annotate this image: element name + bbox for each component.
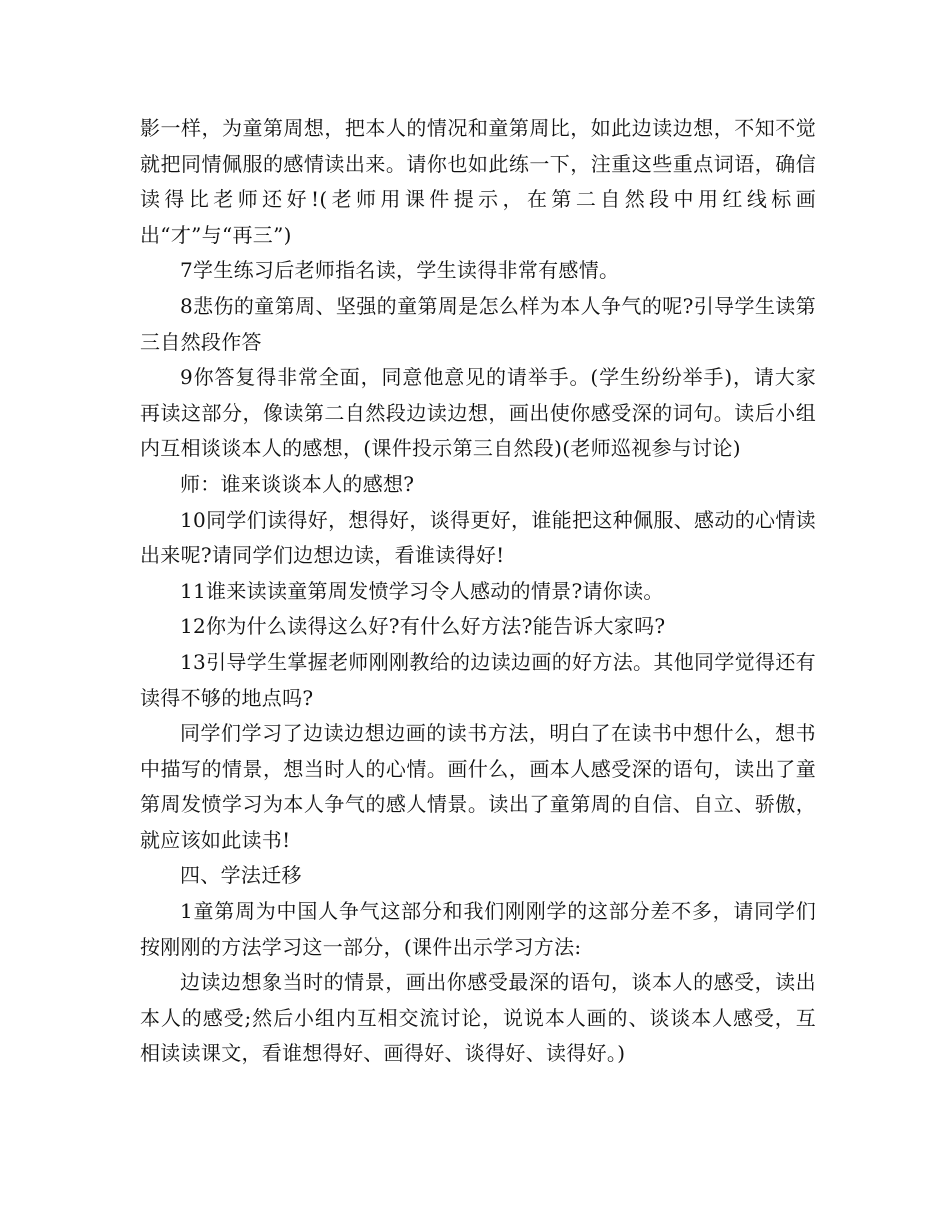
paragraph-step-9: 9你答复得非常全面，同意他意见的请举手。(学生纷纷举手)，请大家再读这部分，像读第二自然段边读边想，画出使你感受深的词句。读后小组内互相谈谈本人的感想，(课件投示第三自然段)(老师巡视参与讨论)	[140, 365, 816, 461]
document-body	[140, 111, 816, 1072]
paragraph-step-8: 8悲伤的童第周、坚强的童第周是怎么样为本人争气的呢?引导学生读第三自然段作答	[140, 293, 816, 354]
paragraph-summary: 同学们学习了边读边想边画的读书方法，明白了在读书中想什么，想书中描写的情景，想当时人的心情。画什么，画本人感受深的语句，读出了童第周发愤学习为本人争气的感人情景。读出了童第周的自信、自立、骄傲，就应该如此读书!	[140, 721, 816, 852]
paragraph-step-11: 11谁来读读童第周发愤学习令人感动的情景?请你读。	[180, 578, 664, 603]
paragraph-continuation: 影一样，为童第周想，把本人的情况和童第周比，如此边读边想，不知不觉就把同情佩服的感情读出来。请你也如此练一下，注重这些重点词语，确信读得比老师还好!(老师用课件提示，在第二自然段中用红线标画出“才”与“再三”)	[140, 116, 816, 247]
paragraph-step-10: 10同学们读得好，想得好，谈得更好，谁能把这种佩服、感动的心情读出来呢?请同学们边想边读，看谁读得好!	[140, 507, 816, 568]
paragraph-learning-method: 边读边想象当时的情景，画出你感受最深的语句，谈本人的感受，读出本人的感受;然后小组内互相交流讨论，说说本人画的、谈谈本人感受，互相读读课文，看谁想得好、画得好、谈得好、读得好。)	[140, 970, 816, 1066]
paragraph-transfer-1: 1童第周为中国人争气这部分和我们刚刚学的这部分差不多，请同学们按刚刚的方法学习这一部分，(课件出示学习方法:	[140, 899, 816, 959]
section-heading: 四、学法迁移	[180, 863, 302, 888]
paragraph-teacher-question: 师：谁来谈谈本人的感想?	[180, 471, 415, 496]
paragraph-step-7: 7学生练习后老师指名读，学生读得非常有感情。	[180, 258, 620, 283]
paragraph-step-12: 12你为什么读得这么好?有什么好方法?能告诉大家吗?	[180, 614, 666, 639]
paragraph-step-13: 13引导学生掌握老师刚刚教给的边读边画的好方法。其他同学觉得还有读得不够的地点吗?	[140, 649, 816, 710]
